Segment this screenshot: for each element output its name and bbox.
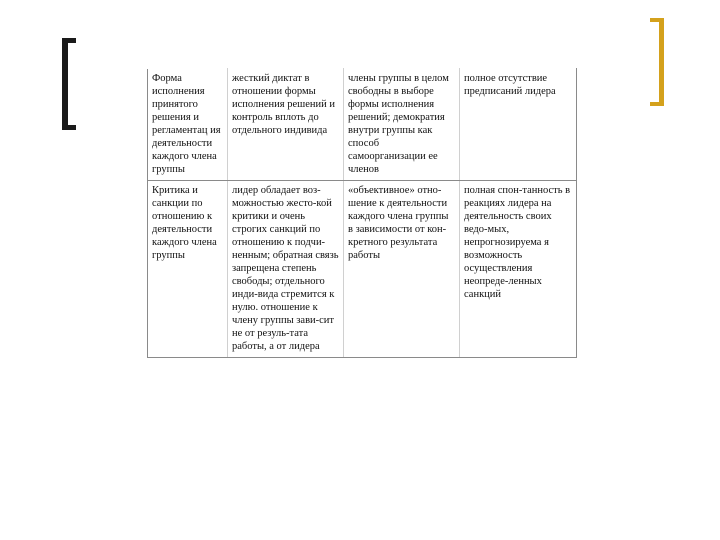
table-cell-authoritarian: лидер обладает воз-можностью жесто-кой критики и очень строгих санкций по отношению к подчи-ненным; обратная связь запрещена степень свободы; отдельного инди-вида стремится к нулю. отношение к члену группы зави-сит не от резуль-тата работы, а от лидера xyxy=(228,181,344,358)
table-cell-democratic: «объективное» отно-шение к деятельности каждого члена группы в зависимости от кон-кретного результата работы xyxy=(344,181,460,358)
table-cell-liberal: полная спон-танность в реакциях лидера на деятельность своих ведо-мых, непрогнозируема я возможность осуществления неопреде-ленных санкций xyxy=(460,181,577,358)
right-bracket-decoration xyxy=(650,18,664,106)
table-cell-criterion: Форма исполнения принятого решения и регламентац ия деятельности каждого члена группы xyxy=(148,69,228,181)
table-row xyxy=(148,69,577,181)
table-cell-liberal: полное отсутствие предписаний лидера xyxy=(460,69,577,181)
table-cell-authoritarian: жесткий диктат в отношении формы исполнения решений и контроль вплоть до отдельного индивида xyxy=(228,69,344,181)
table-row xyxy=(148,181,577,358)
table-cell-criterion: Критика и санкции по отношению к деятельности каждого члена группы xyxy=(148,181,228,358)
left-bracket-decoration xyxy=(62,38,76,130)
table-cell-democratic: члены группы в целом свободны в выборе формы исполнения решений; демократия внутри группы как способ самоорганизации ее членов xyxy=(344,69,460,181)
leadership-styles-table xyxy=(147,68,577,358)
